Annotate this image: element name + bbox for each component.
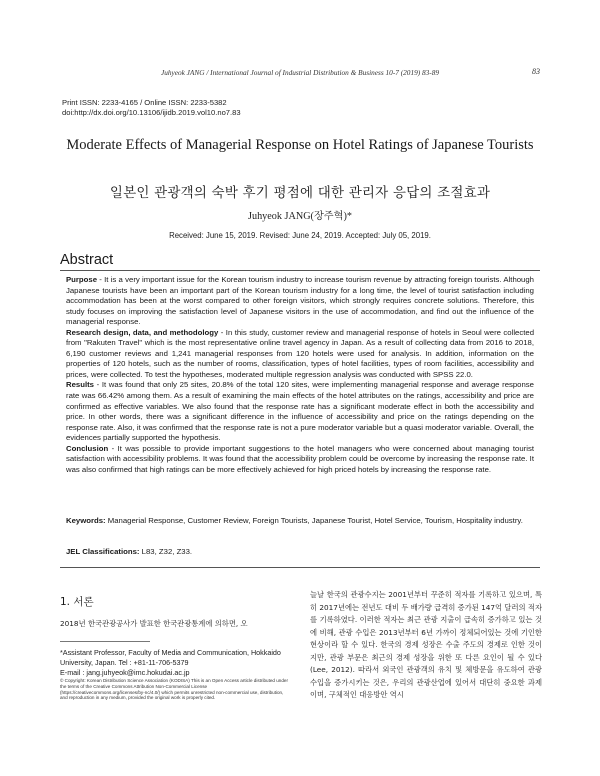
- issn-block: [62, 98, 241, 118]
- license-notice: © Copyright: Korean Distribution Science Association (KODISA) This is an Open Access article distributed under the terms of the Creative Commons Attribution Non-Commercial License (https://creativecommons.org/licenses/by-nc/4.0/) which permits unrestricted non-commercial use, distribution, and reproduction in any medium, provided the original work is properly cited.: [60, 678, 288, 701]
- design-text: - In this study, customer review and managerial response of hotels in Seoul were collected from "Rakuten Travel" which is the most representative online travel agency in Japan. As a result of collecting data from 2016 to 2018, 6,190 customer reviews and 1,241 managerial responses from 120 hotels were used for analysis. In addition, information on the properties of 120 hotels, such as the number of rooms, classification, types of hotel facilities, types of room facilities, accessibility and prices, were collected. To test the hypotheses, moderated multiple regression analysis was conducted with SPSS 22.0.: [66, 327, 535, 379]
- page-number: 83: [532, 67, 540, 76]
- running-header: Juhyeok JANG / International Journal of Industrial Distribution & Business 10-7 (2019) 83-89: [160, 68, 440, 77]
- author-line: Juhyeok JANG(장주혁)*: [248, 211, 352, 222]
- abstract-results: [66, 380, 534, 443]
- introduction-right-paragraph: 늘날 한국의 관광수지는 2001년부터 꾸준히 적자를 기록하고 있으며, 특히 2017년에는 전년도 대비 두 배가량 급격히 증가된 147억 달러의 적자를 기록하였다. 이러한 적자는 최근 관광 지출이 급속히 증가하고 있는 것에 비해, 관광 수입은 2013년부터 6년 가까이 정체되어있는 것에 기인한 현상이라 할 수 있다. 한국의 경제 성장은 수출 주도의 경제로 인한 것이지만, 관광 부문은 최근의 경제 성장을 위한 또 다른 요인이 될 수 있다(Lee, 2012). 따라서 외국인 관광객의 유치 및 체방문을 유도하여 관광 수입을 증가시키는 것은, 우리의 관광산업에 있어서 대단히 중요한 과제이며, 구체적인 대응방안 역시: [310, 590, 542, 700]
- footnote-affiliation: [60, 648, 292, 678]
- affiliation-text: *Assistant Professor, Faculty of Media and Communication, Hokkaido University, Japan. Tel : +81-11-706-5379: [60, 648, 281, 667]
- keywords: [66, 516, 534, 527]
- design-label: Research design, data, and methodology: [66, 327, 219, 337]
- paper-title: Moderate Effects of Managerial Response on Hotel Ratings of Japanese Tourists: [66, 137, 534, 153]
- footnote-divider: [60, 641, 150, 642]
- abstract-body: [66, 275, 534, 475]
- email-text: E-mail : jang.juhyeok@imc.hokudai.ac.jp: [60, 668, 190, 677]
- jel-classifications: [66, 547, 534, 558]
- keywords-text: Managerial Response, Customer Review, Foreign Tourists, Japanese Tourist, Hotel Service, Tourism, Hospitality industry.: [105, 516, 523, 525]
- issn-line: Print ISSN: 2233-4165 / Online ISSN: 2233-5382: [62, 98, 227, 107]
- results-label: Results: [66, 380, 94, 390]
- introduction-left-paragraph: 2018년 한국관광공사가 발표한 한국관광통계에 의하면, 오: [60, 619, 248, 628]
- section-heading-introduction: 1. 서론: [60, 596, 94, 608]
- results-text: - It was found that only 25 sites, 20.8% of the total 120 sites, were implementing managerial response and average response rate was 66.42% among them. As a result of examining the main effects of the hotel attributes on the ratings, accessibility and price are confirmed as effective variables. We also found that the response rate has a significant moderate effect in both the accessibility and price. In other words, there was a significant difference in the influence of accessibility and price on the ratings depending on the response rate. Also, it was confirmed that the response rate is not a pure moderator variable but a quasi moderator variable. Overall, the evidences partially supported the hypothesis.: [66, 380, 534, 443]
- conclusion-text: - It was possible to provide important suggestions to the hotel managers who were concerned about managing tourist satisfaction with accessibility problems. It was found that the accessibility problem could be overcome by increasing the response rate. It was also confirmed that high ratings can be more effectively achieved for high priced hotels by increasing the response rate.: [66, 443, 534, 474]
- abstract-purpose: [66, 275, 534, 328]
- conclusion-label: Conclusion: [66, 443, 109, 453]
- abstract-conclusion: [66, 444, 534, 476]
- paper-title-korean: 일본인 관광객의 숙박 후기 평점에 대한 관리자 응답의 조절효과: [109, 185, 491, 201]
- doi-line: doi:http://dx.doi.org/10.13106/ijidb.2019.vol10.no7.83: [62, 108, 241, 117]
- abstract-design: [66, 328, 534, 381]
- keywords-label: Keywords:: [66, 516, 106, 525]
- abstract-divider: [60, 270, 540, 271]
- jel-label: JEL Classifications:: [66, 547, 140, 556]
- abstract-bottom-divider: [60, 567, 540, 568]
- purpose-label: Purpose: [66, 275, 98, 284]
- abstract-heading: Abstract: [60, 252, 114, 268]
- received-dates: Received: June 15, 2019. Revised: June 24, 2019. Accepted: July 05, 2019.: [169, 231, 431, 240]
- purpose-text: - It is a very important issue for the Korean tourism industry to increase tourism revenue by attracting foreign tourists. Although Japanese tourists have been an important part of the Korean tourism industry for a long time, the level of tourist satisfaction including accommodation has been at the worst compared to other foreign visitors, which strongly requires concrete solutions. Therefore, this study focuses on improving the satisfaction level of Japanese visitors in the use of accommodation, and find out the influence of the managerial response.: [66, 275, 534, 327]
- jel-text: L83, Z32, Z33.: [139, 547, 193, 556]
